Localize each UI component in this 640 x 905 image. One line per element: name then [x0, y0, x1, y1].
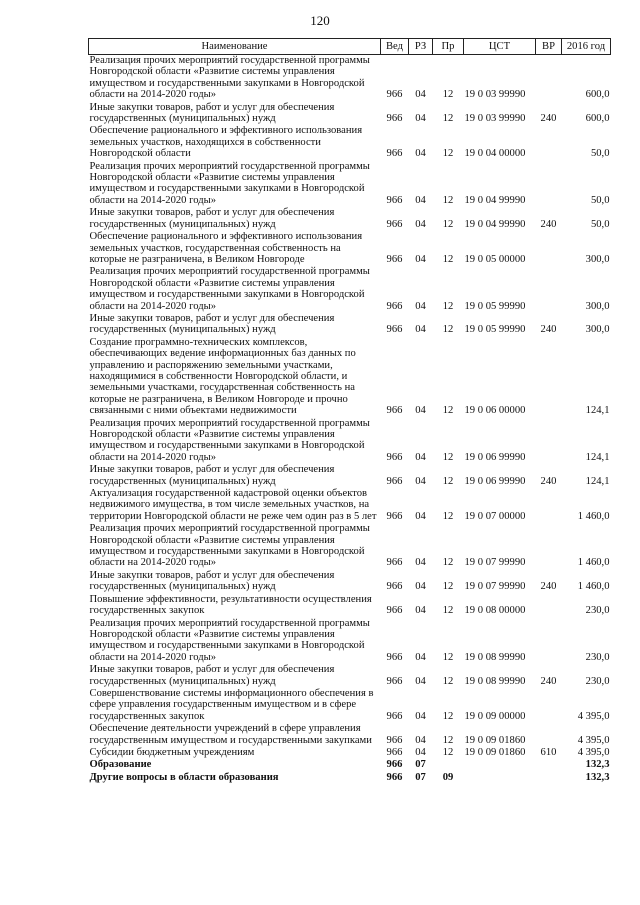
table-header [89, 39, 611, 55]
row-ved: 966 [386, 675, 403, 687]
row-pr: 12 [442, 194, 454, 206]
row-cst: 19 0 04 99990 [464, 194, 526, 206]
table-row [89, 125, 611, 160]
row-vr: 240 [540, 113, 557, 125]
table-row [89, 523, 611, 570]
page-number: 120 [310, 13, 330, 28]
row-pr: 12 [442, 300, 454, 312]
table-row [89, 772, 611, 784]
row-name: Реализация прочих мероприятий государственной программы Новгородской области «Развитие системы управления имуществом и государственными закупками в Новгородской области на 2014-2020 годы» [89, 617, 370, 663]
row-vr [536, 594, 562, 618]
row-pr: 12 [442, 675, 454, 687]
row-amount: 4 395,0 [577, 746, 610, 758]
row-amount: 600,0 [585, 89, 610, 101]
table-row [89, 570, 611, 594]
row-name: Актуализация государственной кадастровой оценки объектов недвижимого имущества, в том числе земельных участков, на территории Новгородской области не реже чем один раз в 5 лет [89, 488, 377, 522]
row-amount: 4 395,0 [577, 734, 610, 746]
header-pr: Пр [433, 39, 464, 55]
row-amount: 124,1 [585, 405, 610, 417]
row-cst: 19 0 08 00000 [464, 605, 526, 617]
row-cst: 19 0 08 99990 [464, 651, 526, 663]
row-amount: 300,0 [585, 300, 610, 312]
row-ved: 966 [386, 605, 403, 617]
row-ved: 966 [386, 194, 403, 206]
row-cst: 19 0 08 99990 [464, 675, 526, 687]
table-row [89, 664, 611, 688]
row-pr: 12 [442, 148, 454, 160]
row-pr: 12 [442, 746, 454, 758]
row-vr [536, 266, 562, 313]
row-name: Иные закупки товаров, работ и услуг для обеспечения государственных (муниципальных) нужд [89, 101, 335, 125]
row-vr [536, 723, 562, 747]
row-ved: 966 [386, 581, 403, 593]
row-name: Повышение эффективности, результативности осуществления государственных закупок [89, 593, 372, 617]
row-rz: 04 [415, 581, 426, 593]
row-amount: 132,3 [585, 771, 610, 783]
row-vr: 240 [540, 675, 557, 687]
row-rz: 04 [415, 324, 426, 336]
row-cst: 19 0 09 01860 [464, 734, 526, 746]
row-vr [536, 759, 562, 771]
row-cst: 19 0 07 00000 [464, 510, 526, 522]
table-row [89, 55, 611, 102]
row-rz: 04 [415, 148, 426, 160]
row-rz: 04 [415, 710, 426, 722]
table-row [89, 747, 611, 759]
row-name: Иные закупки товаров, работ и услуг для обеспечения государственных (муниципальных) нужд [89, 464, 335, 487]
row-pr: 12 [442, 253, 454, 265]
table-row [89, 464, 611, 488]
row-cst: 19 0 04 00000 [464, 148, 526, 160]
row-ved: 966 [386, 253, 403, 265]
row-rz: 04 [415, 734, 426, 746]
table-row [89, 161, 611, 208]
row-pr: 12 [442, 651, 454, 663]
row-rz: 04 [415, 113, 426, 125]
row-name: Субсидии бюджетным учреждениям [89, 746, 255, 758]
row-amount: 600,0 [585, 113, 610, 125]
table-row [89, 688, 611, 723]
row-amount: 230,0 [585, 675, 610, 687]
table-row [89, 102, 611, 126]
row-rz: 04 [415, 405, 426, 417]
row-vr [536, 618, 562, 665]
row-amount: 230,0 [585, 651, 610, 663]
row-vr [536, 125, 562, 160]
row-name: Иные закупки товаров, работ и услуг для обеспечения государственных (муниципальных) нужд [89, 664, 335, 687]
row-name: Реализация прочих мероприятий государственной программы Новгородской области «Развитие системы управления имуществом и государственными закупками в Новгородской области на 2014-2020 годы» [89, 55, 370, 101]
row-vr [536, 688, 562, 723]
row-vr: 240 [540, 218, 557, 230]
row-ved: 966 [386, 475, 403, 487]
row-rz: 04 [415, 194, 426, 206]
row-vr [536, 55, 562, 102]
row-name: Совершенствование системы информационного обеспечения в сфере управления государственным имуществом и в сфере государственных закупок [89, 687, 374, 722]
table-row [89, 723, 611, 747]
row-ved: 966 [386, 746, 403, 758]
row-rz: 04 [415, 253, 426, 265]
row-ved: 966 [386, 771, 403, 783]
row-amount: 1 460,0 [577, 557, 610, 569]
row-ved: 966 [386, 300, 403, 312]
header-year: 2016 год [562, 39, 611, 55]
row-name: Обеспечение деятельности учреждений в сфере управления государственным имуществом и государственными закупками [89, 723, 372, 746]
row-amount: 300,0 [585, 324, 610, 336]
table-row [89, 207, 611, 231]
row-name: Реализация прочих мероприятий государственной программы Новгородской области «Развитие системы управления имуществом и государственными закупками в Новгородской области на 2014-2020 годы» [89, 523, 370, 569]
row-amount: 124,1 [585, 475, 610, 487]
row-cst: 19 0 06 99990 [464, 475, 526, 487]
row-rz: 04 [415, 557, 426, 569]
row-name: Другие вопросы в области образования [89, 771, 279, 783]
row-cst: 19 0 09 00000 [464, 710, 526, 722]
row-pr: 12 [442, 218, 454, 230]
row-name: Создание программно-технических комплексов, обеспечивающих ведение информационных баз данных по управлению и распоряжению земельными участками, находящимися в собственности Новгородской области, и земельными участками, государственная собственность на которые не разграничена, в Великом Новгороде и прочно связанными с ними объектами недвижимости [89, 336, 356, 417]
row-ved: 966 [386, 510, 403, 522]
row-rz: 04 [415, 651, 426, 663]
row-name: Обеспечение рационального и эффективного использования земельных участков, государственная собственность на которые не разграничена, в Великом Новгороде [89, 231, 363, 265]
row-cst: 19 0 05 99990 [464, 300, 526, 312]
row-ved: 966 [386, 324, 403, 336]
row-pr: 12 [442, 510, 454, 522]
row-pr: 12 [442, 734, 454, 746]
table-body [89, 55, 611, 785]
row-pr: 12 [442, 475, 454, 487]
row-vr [536, 337, 562, 418]
row-cst: 19 0 07 99990 [464, 557, 526, 569]
row-ved: 966 [386, 218, 403, 230]
row-rz: 04 [415, 510, 426, 522]
row-rz: 04 [415, 675, 426, 687]
row-vr [536, 418, 562, 465]
row-pr: 12 [442, 605, 454, 617]
row-name: Иные закупки товаров, работ и услуг для обеспечения государственных (муниципальных) нужд [89, 312, 335, 336]
row-ved: 966 [386, 451, 403, 463]
row-cst: 19 0 03 99990 [464, 89, 526, 101]
row-rz: 04 [415, 300, 426, 312]
row-rz: 04 [415, 746, 426, 758]
row-pr: 09 [442, 771, 454, 783]
row-ved: 966 [386, 113, 403, 125]
table-row [89, 313, 611, 337]
row-rz: 04 [415, 451, 426, 463]
row-vr [536, 523, 562, 570]
row-amount: 1 460,0 [577, 581, 610, 593]
row-vr [536, 488, 562, 523]
table-row [89, 266, 611, 313]
table-row [89, 337, 611, 418]
row-name: Иные закупки товаров, работ и услуг для обеспечения государственных (муниципальных) нужд [89, 207, 335, 230]
row-name: Образование [89, 759, 152, 771]
header-ved: Вед [381, 39, 409, 55]
row-amount: 50,0 [590, 218, 610, 230]
row-amount: 4 395,0 [577, 710, 610, 722]
row-vr [536, 772, 562, 784]
row-rz: 07 [415, 759, 426, 771]
row-name: Обеспечение рационального и эффективного использования земельных участков, находящихся в собственности Новгородской области [89, 125, 363, 160]
row-vr: 240 [540, 581, 557, 593]
row-ved: 966 [386, 710, 403, 722]
table-row [89, 759, 611, 771]
table-row [89, 231, 611, 266]
row-cst: 19 0 06 00000 [464, 405, 526, 417]
row-rz: 04 [415, 605, 426, 617]
row-vr [536, 231, 562, 266]
row-pr: 12 [442, 451, 454, 463]
row-cst [464, 772, 536, 784]
header-rz: РЗ [409, 39, 433, 55]
row-rz: 04 [415, 475, 426, 487]
row-ved: 966 [386, 148, 403, 160]
row-ved: 966 [386, 89, 403, 101]
budget-table [88, 38, 611, 784]
row-vr: 240 [540, 324, 557, 336]
row-name: Реализация прочих мероприятий государственной программы Новгородской области «Развитие системы управления имуществом и государственными закупками в Новгородской области на 2014-2020 годы» [89, 266, 370, 312]
table-row [89, 418, 611, 465]
row-cst [464, 759, 536, 771]
row-pr: 12 [442, 581, 454, 593]
header-vr: ВР [536, 39, 562, 55]
row-pr: 12 [442, 324, 454, 336]
row-ved: 966 [386, 405, 403, 417]
row-cst: 19 0 05 00000 [464, 253, 526, 265]
row-amount: 300,0 [585, 253, 610, 265]
row-cst: 19 0 07 99990 [464, 581, 526, 593]
row-rz: 07 [415, 771, 426, 783]
row-vr: 610 [540, 746, 557, 758]
row-rz: 04 [415, 218, 426, 230]
row-ved: 966 [386, 734, 403, 746]
row-pr [433, 759, 464, 771]
row-amount: 124,1 [585, 451, 610, 463]
header-cst: ЦСТ [464, 39, 536, 55]
row-pr: 12 [442, 113, 454, 125]
row-amount: 50,0 [590, 148, 610, 160]
row-pr: 12 [442, 557, 454, 569]
row-cst: 19 0 03 99990 [464, 113, 526, 125]
row-rz: 04 [415, 89, 426, 101]
row-pr: 12 [442, 89, 454, 101]
row-amount: 50,0 [590, 194, 610, 206]
row-cst: 19 0 04 99990 [464, 218, 526, 230]
row-amount: 132,3 [585, 759, 610, 771]
row-name: Реализация прочих мероприятий государственной программы Новгородской области «Развитие системы управления имуществом и государственными закупками в Новгородской области на 2014-2020 годы» [89, 160, 370, 206]
table-row [89, 594, 611, 618]
row-cst: 19 0 09 01860 [464, 746, 526, 758]
row-name: Иные закупки товаров, работ и услуг для обеспечения государственных (муниципальных) нужд [89, 569, 335, 593]
row-amount: 1 460,0 [577, 510, 610, 522]
row-pr: 12 [442, 710, 454, 722]
row-name: Реализация прочих мероприятий государственной программы Новгородской области «Развитие системы управления имуществом и государственными закупками в Новгородской области на 2014-2020 годы» [89, 417, 370, 463]
row-cst: 19 0 06 99990 [464, 451, 526, 463]
header-name: Наименование [89, 39, 381, 55]
table-row [89, 618, 611, 665]
row-ved: 966 [386, 557, 403, 569]
row-amount: 230,0 [585, 605, 610, 617]
row-pr: 12 [442, 405, 454, 417]
row-cst: 19 0 05 99990 [464, 324, 526, 336]
row-vr [536, 161, 562, 208]
row-ved: 966 [386, 759, 403, 771]
row-ved: 966 [386, 651, 403, 663]
table-row [89, 488, 611, 523]
row-vr: 240 [540, 475, 557, 487]
